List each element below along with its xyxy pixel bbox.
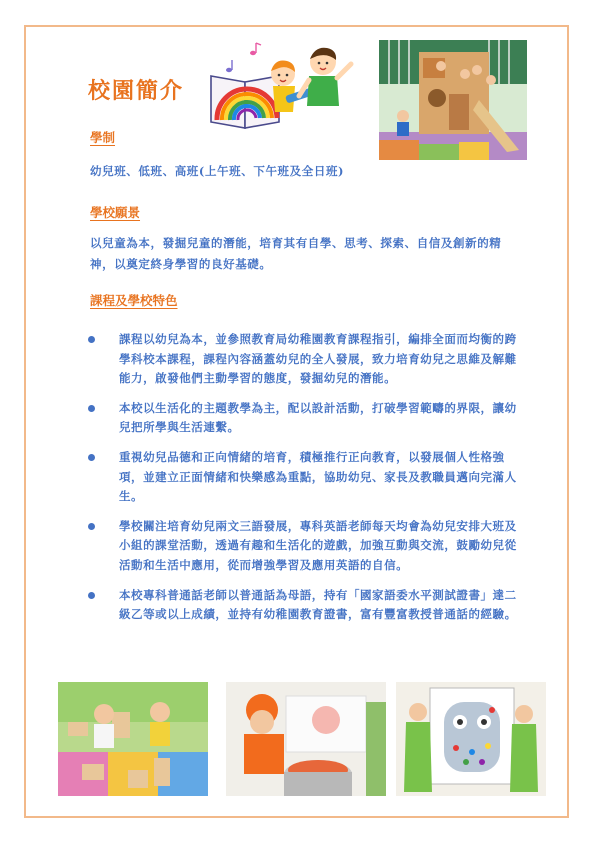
bullet-icon (88, 405, 95, 412)
features-list (88, 330, 522, 635)
list-item-text: 本校以生活化的主題教學為主，配以設計活動，打破學習範疇的界限，讓幼兒把所學與生活連繫。 (119, 400, 517, 435)
list-item (88, 517, 522, 576)
system-text: 幼兒班、低班、高班(上午班、下午班及全日班) (90, 164, 345, 178)
section-heading-vision: 學校願景 (90, 205, 141, 220)
list-item (88, 399, 522, 438)
art-painting-photo (396, 682, 546, 796)
bullet-icon (88, 336, 95, 343)
bullet-icon (88, 592, 95, 599)
block-play-photo (58, 682, 208, 796)
list-item-text: 學校關注培育幼兒兩文三語發展，專科英語老師每天均會為幼兒安排大班及小組的課堂活動，透過有趣和生活化的遊戲，加強互動與交流，鼓勵幼兒從活動和生活中應用，從而增強學習及應用英語的自信。 (119, 518, 517, 572)
children-book-illustration (205, 40, 355, 132)
list-item (88, 330, 522, 389)
section-heading-features: 課程及學校特色 (90, 293, 178, 308)
bullet-icon (88, 523, 95, 530)
bullet-icon (88, 454, 95, 461)
list-item (88, 448, 522, 507)
music-note-icon (226, 60, 232, 72)
section-heading-system: 學制 (90, 130, 116, 145)
playground-photo (379, 40, 527, 160)
cooking-photo (226, 682, 386, 796)
list-item-text: 本校專科普通話老師以普通話為母語，持有「國家語委水平測試證書」達二級乙等或以上成績，並持有幼稚園教育證書，富有豐富教授普通話的經驗。 (119, 587, 517, 622)
list-item-text: 重視幼兒品德和正向情緒的培育，積極推行正向教育，以發展個人性格強項，並建立正面情緒和快樂感為重點，協助幼兒、家長及教職員邁向完滿人生。 (119, 449, 517, 504)
list-item-text: 課程以幼兒為本，並參照教育局幼稚園教育課程指引，編排全面而均衡的跨學科校本課程，課程內容涵蓋幼兒的全人發展，致力培育幼兒之思維及解難能力，啟發他們主動學習的態度，發掘幼兒的潛能。 (119, 332, 517, 386)
page-title: 校園簡介 (88, 78, 185, 104)
list-item (88, 586, 522, 625)
vision-text: 以兒童為本，發掘兒童的潛能，培育其有自學、思考、探索、自信及創新的精神，以奠定終身學習的良好基礎。 (90, 236, 502, 271)
music-note-icon (250, 43, 261, 55)
